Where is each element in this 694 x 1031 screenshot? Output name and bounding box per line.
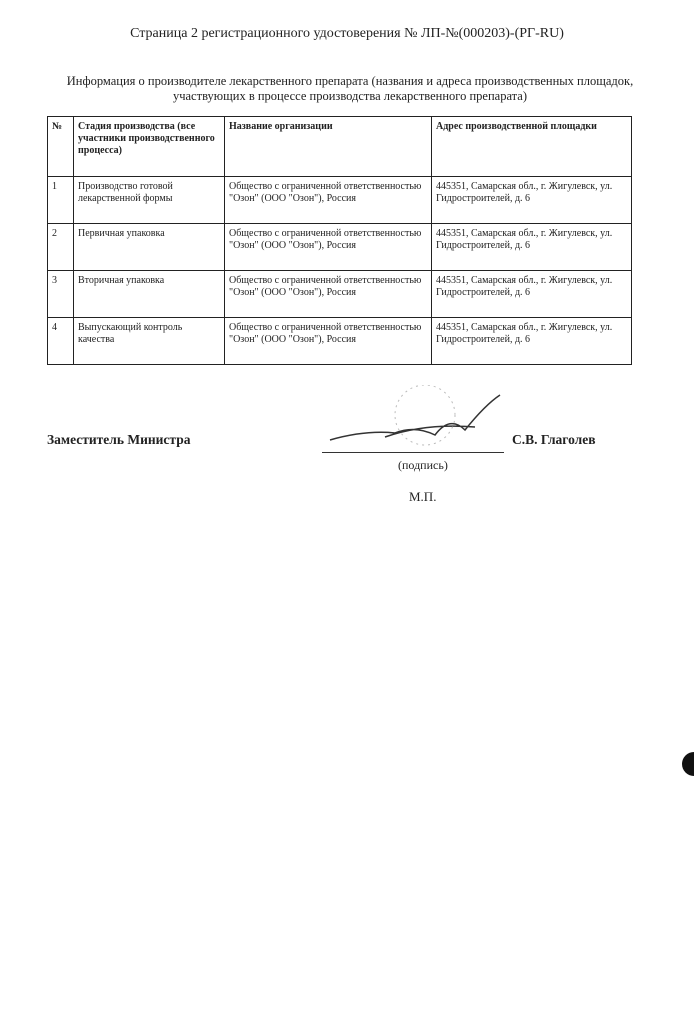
cell-address: 445351, Самарская обл., г. Жигулевск, ул. Гидростроителей, д. 6 [432,177,632,224]
table-row [48,224,632,271]
cell-number: 1 [48,177,74,224]
cell-address: 445351, Самарская обл., г. Жигулевск, ул. Гидростроителей, д. 6 [432,318,632,365]
page-header: Страница 2 регистрационного удостоверения № ЛП-№(000203)-(РГ-RU) [130,26,564,41]
signatory-position: Заместитель Министра [47,432,191,447]
section-title: Информация о производителе лекарственного препарата (названия и адреса производственных площадок, участвующих в процессе производства лекарственного препарата) [66,74,634,103]
table-row [48,177,632,224]
cell-number: 2 [48,224,74,271]
table-row [48,271,632,318]
header-stage: Стадия производства (все участники производственного процесса) [74,117,225,177]
stamp-place: М.П. [409,489,437,504]
table-header-row [48,117,632,177]
cell-stage: Производство готовой лекарственной формы [74,177,225,224]
cell-organization: Общество с ограниченной ответственностью "Озон" (ООО "Озон"), Россия [225,224,432,271]
cell-address: 445351, Самарская обл., г. Жигулевск, ул. Гидростроителей, д. 6 [432,224,632,271]
header-address: Адрес производственной площадки [432,117,632,177]
cell-organization: Общество с ограниченной ответственностью "Озон" (ООО "Озон"), Россия [225,318,432,365]
table-row [48,318,632,365]
signature-caption: (подпись) [398,458,448,472]
cell-number: 4 [48,318,74,365]
cell-organization: Общество с ограниченной ответственностью "Озон" (ООО "Озон"), Россия [225,177,432,224]
scan-artifact [682,752,694,776]
signatory-name: С.В. Глаголев [512,432,596,447]
manufacturer-table [47,116,632,365]
signature-line [322,452,504,453]
header-number: № [48,117,74,177]
header-organization: Название организации [225,117,432,177]
cell-address: 445351, Самарская обл., г. Жигулевск, ул. Гидростроителей, д. 6 [432,271,632,318]
cell-stage: Вторичная упаковка [74,271,225,318]
cell-organization: Общество с ограниченной ответственностью "Озон" (ООО "Озон"), Россия [225,271,432,318]
cell-number: 3 [48,271,74,318]
cell-stage: Выпускающий контроль качества [74,318,225,365]
cell-stage: Первичная упаковка [74,224,225,271]
signature-mark [325,385,525,455]
